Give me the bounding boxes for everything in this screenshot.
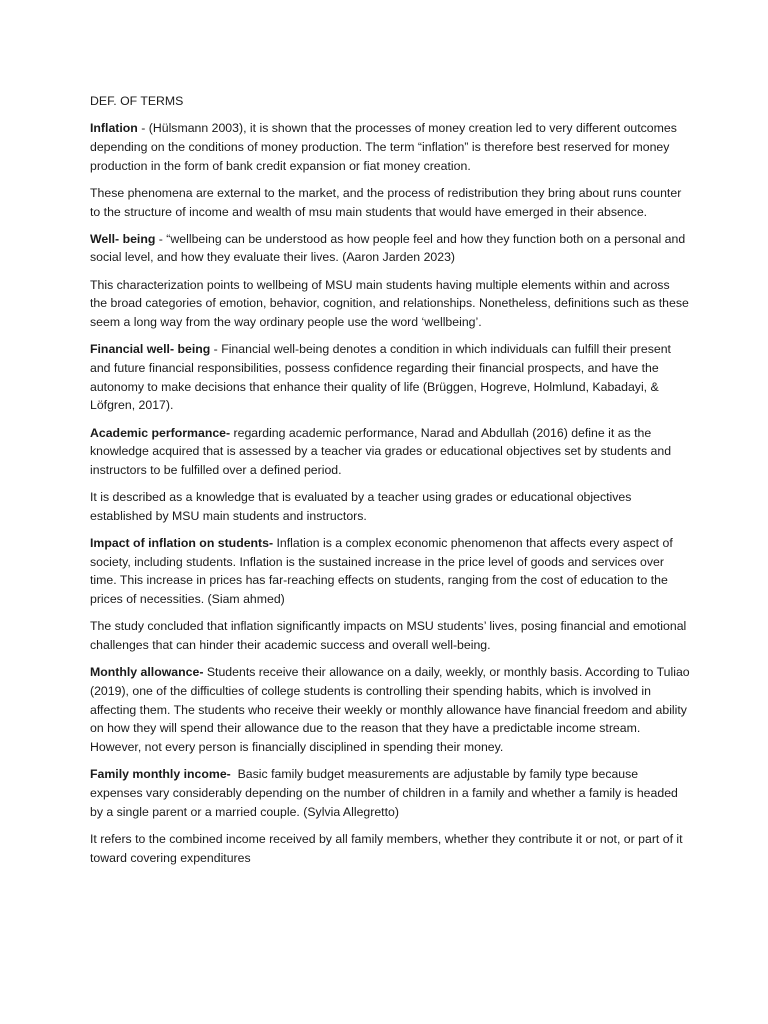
term-academic-performance: Academic performance- [90,425,231,440]
paragraph-text: This characterization points to wellbeing of MSU main students having multiple elements within and across the broad categories of emotion, behavior, cognition, and relationships. Nonetheless, definitions such as these seem a long way from the way ordinary people use the word ‘wellbeing’. [90,277,689,330]
paragraph-impact-conclusion [90,617,690,654]
term-well-being: Well- being [90,231,156,246]
definition-text: regarding academic performance, Narad and Abdullah (2016) define it as the knowledge acquired that is assessed by a teacher via grades or educational objectives set by students and instructors to be fulfilled over a defined period. [90,425,672,477]
paragraph-family-income-context [90,830,690,867]
document-page [90,92,690,876]
paragraph-monthly-allowance [90,663,690,757]
document-heading: DEF. OF TERMS [90,94,184,108]
term-monthly-allowance: Monthly allowance- [90,665,204,680]
term-financial-well-being: Financial well- being [90,342,211,357]
paragraph-well-being-context [90,276,690,332]
paragraph-financial-well-being [90,340,690,415]
paragraph-text: The study concluded that inflation significantly impacts on MSU students’ lives, posing financial and emotional challenges that can hinder their academic success and overall well-being. [90,619,687,653]
definition-text: - (Hülsmann 2003), it is shown that the processes of money creation led to very different outcomes depending on the conditions of money production. The term “inflation” is therefore best reserved for money production in the form of bank credit expansion or fiat money creation. [90,121,677,173]
definition-text: - Financial well-being denotes a condition in which individuals can fulfill their present and future financial responsibilities, possess confidence regarding their financial prospects, and have the autonomy to make decisions that enhance their quality of life (Brüggen, Hogreve, Holmlund, Kabadayi, & Löfgren, 2017). [90,342,671,413]
paragraph-well-being [90,230,690,267]
paragraph-inflation-context [90,184,690,221]
paragraph-text: It refers to the combined income received by all family members, whether they contribute it or not, or part of it toward covering expenditures [90,831,683,865]
paragraph-impact-of-inflation [90,534,690,609]
paragraph-text: It is described as a knowledge that is evaluated by a teacher using grades or educational objectives established by MSU main students and instructors. [90,490,632,523]
term-family-monthly-income: Family monthly income- [90,767,231,782]
paragraph-academic-performance [90,424,690,480]
definition-text: Inflation is a complex economic phenomenon that affects every aspect of society, including students. Inflation is the sustained increase in the price level of goods and services over time. This increase in prices has far-reaching effects on students, ranging from the cost of education to the prices of necessities. (Siam ahmed) [90,536,673,607]
paragraph-inflation [90,119,690,175]
term-impact-of-inflation: Impact of inflation on students- [90,536,274,551]
definition-text: Students receive their allowance on a daily, weekly, or monthly basis. According to Tuliao (2019), one of the difficulties of college students is controlling their spending habits, which is involved in affecting them. The students who receive their weekly or monthly allowance have financial freedom and ability on how they will spend their allowance due to the reason that they have a predictable income stream. However, not every person is financially disciplined in spending their money. [90,665,690,755]
definition-text: Basic family budget measurements are adjustable by family type because expenses vary considerably depending on the number of children in a family and whether a family is headed by a single parent or a married couple. (Sylvia Allegretto) [90,767,682,819]
term-inflation: Inflation [90,121,138,136]
paragraph-family-monthly-income [90,765,690,821]
definition-text: - “wellbeing can be understood as how people feel and how they function both on a personal and social level, and how they evaluate their lives. (Aaron Jarden 2023) [90,231,686,265]
paragraph-text: These phenomena are external to the market, and the process of redistribution they bring about runs counter to the structure of income and wealth of msu main students that would have emerged in their absence. [90,185,682,219]
paragraph-academic-performance-context [90,488,690,525]
